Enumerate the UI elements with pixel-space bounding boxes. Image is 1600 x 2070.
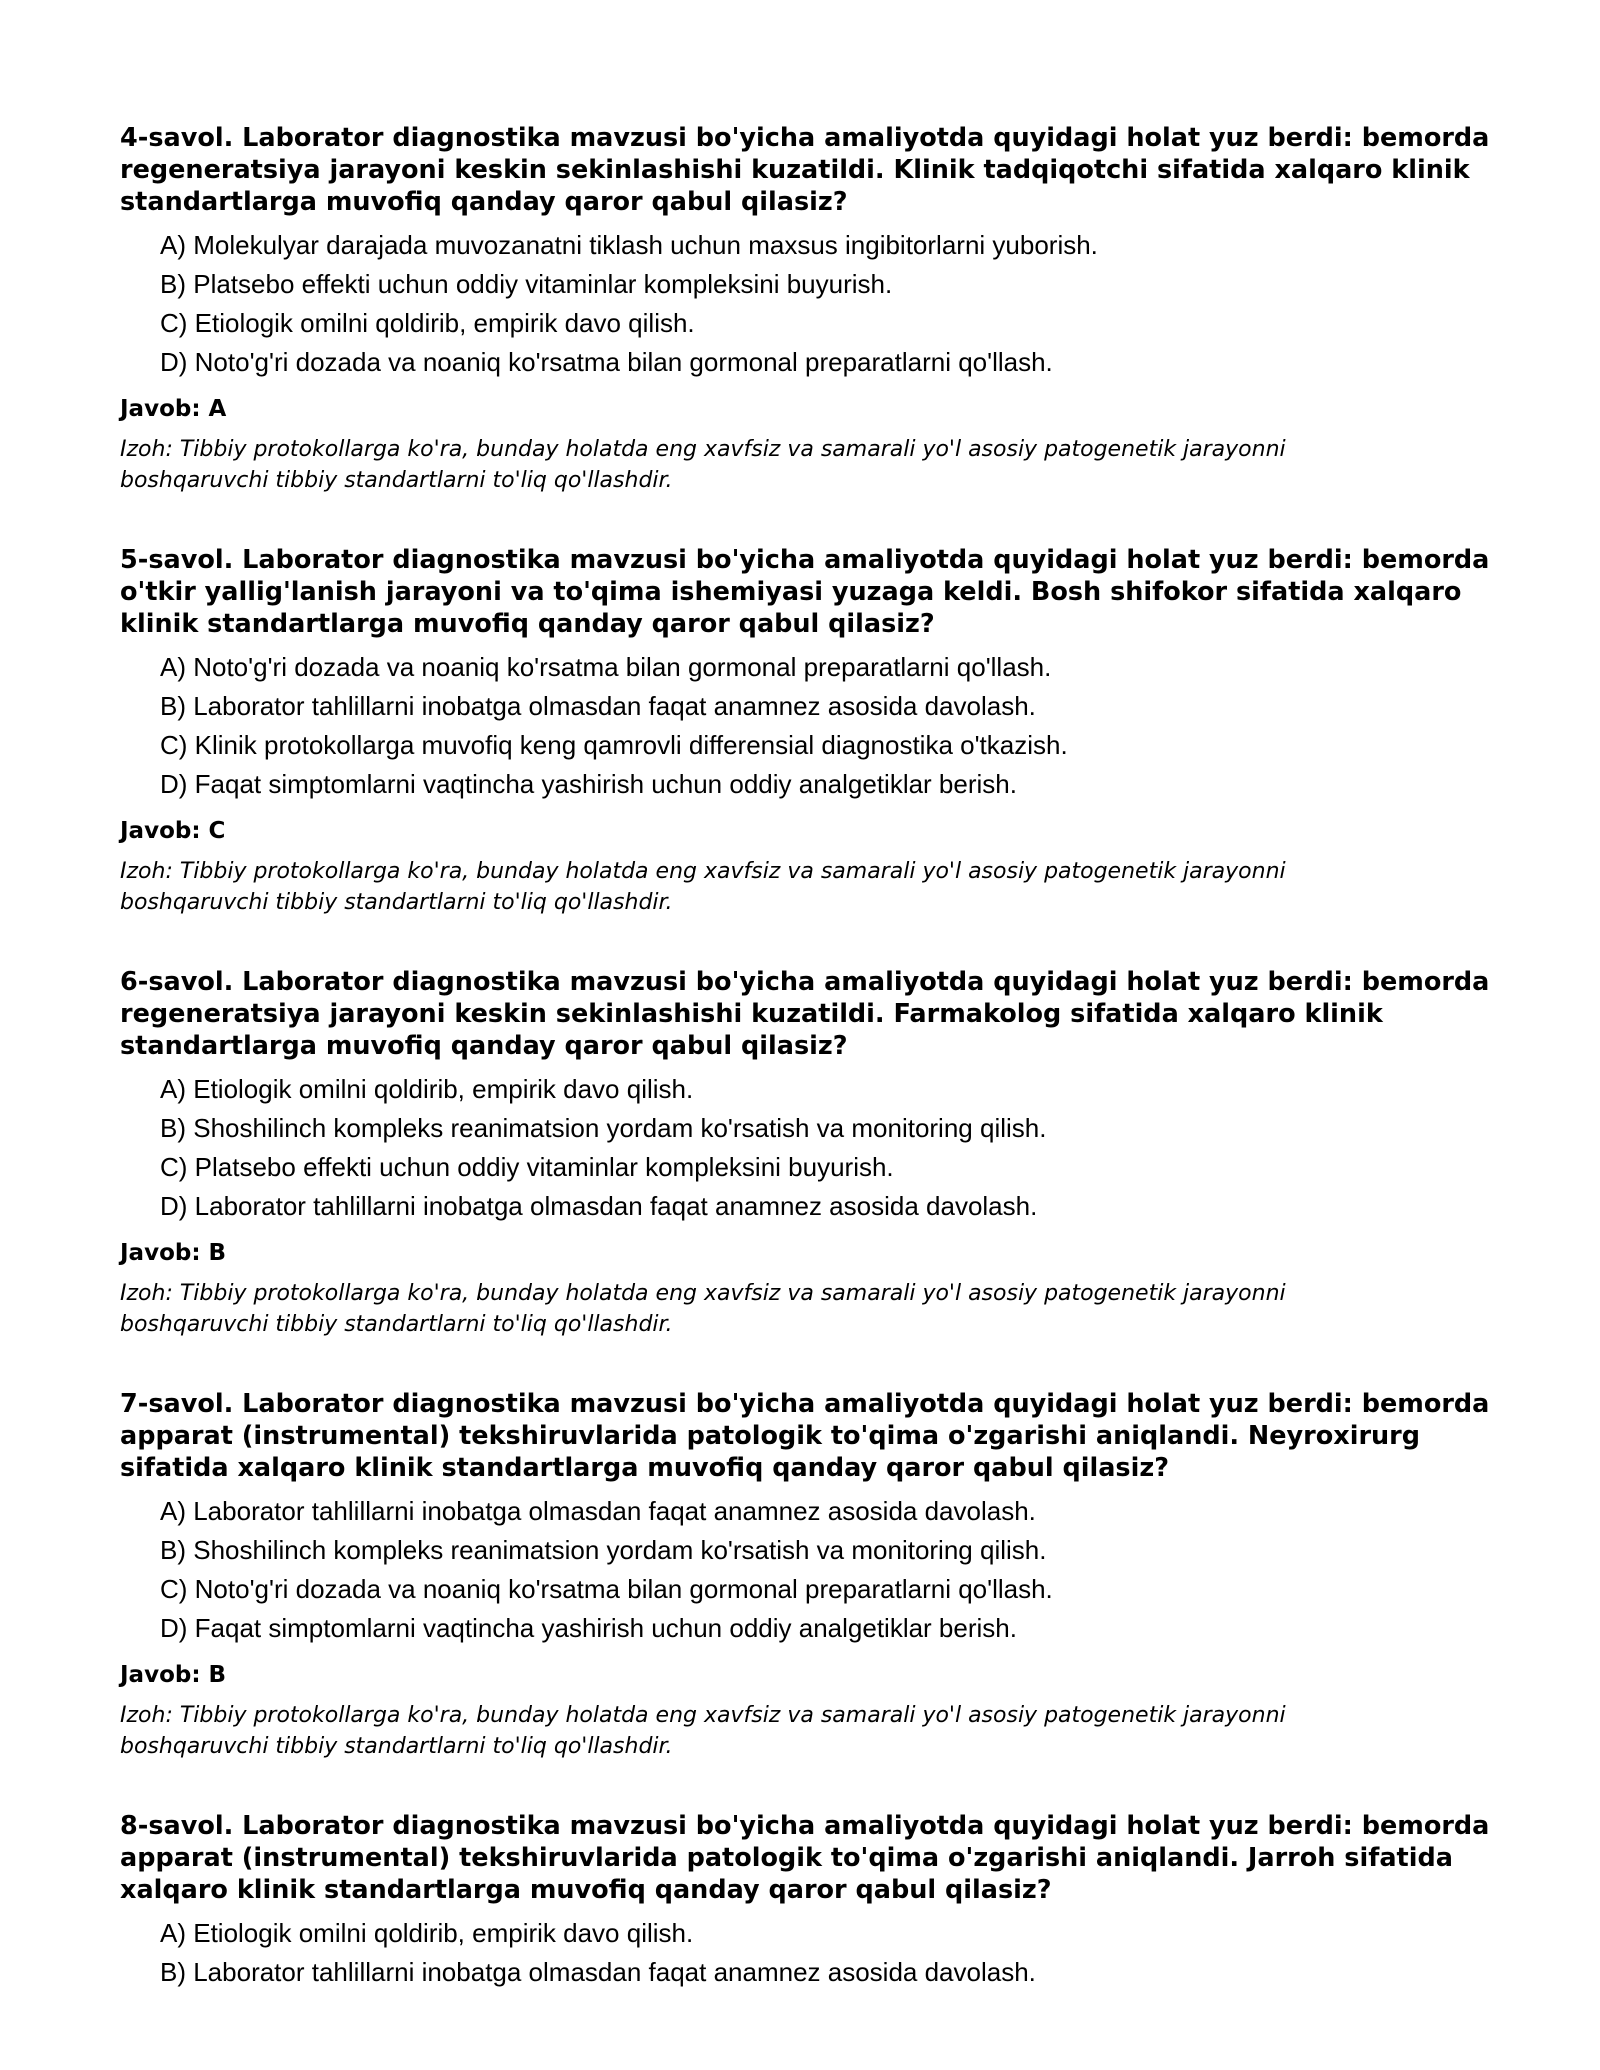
question-title: 7-savol. Laborator diagnostika mavzusi bo'yicha amaliyotda quyidagi holat yuz berdi: bemorda apparat (instrumental) tekshiruvlarida patologik to'qima o'zgarishi aniqlandi. Neyroxirurg sifatida xalqaro klinik standartlarga muvofiq qanday qaror qabul qilasiz? bbox=[120, 1389, 1490, 1483]
question-title: 8-savol. Laborator diagnostika mavzusi bo'yicha amaliyotda quyidagi holat yuz berdi: bemorda apparat (instrumental) tekshiruvlarida patologik to'qima o'zgarishi aniqlandi. Jarroh sifatida xalqaro klinik standartlarga muvofiq qanday qaror qabul qilasiz? bbox=[120, 1811, 1490, 1905]
options-list bbox=[120, 1070, 1490, 1226]
options-list bbox=[120, 648, 1490, 804]
explanation-note: Izoh: Tibbiy protokollarga ko'ra, bunday holatda eng xavfsiz va samarali yo'l asosiy patogenetik jarayonni boshqaruvchi tibbiy standartlarni to'liq qo'llashdir. bbox=[120, 1703, 1286, 1759]
option-a: A) Molekulyar darajada muvozanatni tiklash uchun maxsus ingibitorlarni yuborish. bbox=[160, 230, 1098, 260]
option-b: B) Shoshilinch kompleks reanimatsion yordam ko'rsatish va monitoring qilish. bbox=[160, 1535, 1047, 1565]
option-d: D) Noto'g'ri dozada va noaniq ko'rsatma bilan gormonal preparatlarni qo'llash. bbox=[160, 347, 1053, 377]
question-block bbox=[120, 1810, 1490, 1992]
option-c: C) Noto'g'ri dozada va noaniq ko'rsatma bilan gormonal preparatlarni qo'llash. bbox=[160, 1574, 1053, 1604]
option-b: B) Laborator tahlillarni inobatga olmasdan faqat anamnez asosida davolash. bbox=[160, 691, 1036, 721]
answer-label: Javob: C bbox=[120, 818, 226, 844]
question-block bbox=[120, 122, 1490, 496]
answer-label: Javob: A bbox=[120, 396, 227, 422]
question-block bbox=[120, 544, 1490, 918]
options-list bbox=[120, 1914, 1490, 1992]
options-list bbox=[120, 1492, 1490, 1648]
options-list bbox=[120, 226, 1490, 382]
option-c: C) Etiologik omilni qoldirib, empirik davo qilish. bbox=[160, 308, 695, 338]
option-a: A) Etiologik omilni qoldirib, empirik davo qilish. bbox=[160, 1918, 694, 1948]
option-d: D) Laborator tahlillarni inobatga olmasdan faqat anamnez asosida davolash. bbox=[160, 1191, 1038, 1221]
explanation-note: Izoh: Tibbiy protokollarga ko'ra, bunday holatda eng xavfsiz va samarali yo'l asosiy patogenetik jarayonni boshqaruvchi tibbiy standartlarni to'liq qo'llashdir. bbox=[120, 437, 1286, 493]
question-title: 6-savol. Laborator diagnostika mavzusi bo'yicha amaliyotda quyidagi holat yuz berdi: bemorda regeneratsiya jarayoni keskin sekinlashishi kuzatildi. Farmakolog sifatida xalqaro klinik standartlarga muvofiq qanday qaror qabul qilasiz? bbox=[120, 967, 1490, 1061]
option-c: C) Platsebo effekti uchun oddiy vitaminlar kompleksini buyurish. bbox=[160, 1152, 894, 1182]
answer-label: Javob: B bbox=[120, 1662, 227, 1688]
option-d: D) Faqat simptomlarni vaqtincha yashirish uchun oddiy analgetiklar berish. bbox=[160, 1613, 1017, 1643]
option-b: B) Platsebo effekti uchun oddiy vitaminlar kompleksini buyurish. bbox=[160, 269, 893, 299]
option-a: A) Laborator tahlillarni inobatga olmasdan faqat anamnez asosida davolash. bbox=[160, 1496, 1036, 1526]
answer-label: Javob: B bbox=[120, 1240, 227, 1266]
option-a: A) Noto'g'ri dozada va noaniq ko'rsatma bilan gormonal preparatlarni qo'llash. bbox=[160, 652, 1052, 682]
question-title: 4-savol. Laborator diagnostika mavzusi bo'yicha amaliyotda quyidagi holat yuz berdi: bemorda regeneratsiya jarayoni keskin sekinlashishi kuzatildi. Klinik tadqiqotchi sifatida xalqaro klinik standartlarga muvofiq qanday qaror qabul qilasiz? bbox=[120, 123, 1490, 217]
question-title: 5-savol. Laborator diagnostika mavzusi bo'yicha amaliyotda quyidagi holat yuz berdi: bemorda o'tkir yallig'lanish jarayoni va to'qima ishemiyasi yuzaga keldi. Bosh shifokor sifatida xalqaro klinik standartlarga muvofiq qanday qaror qabul qilasiz? bbox=[120, 545, 1490, 639]
question-block bbox=[120, 1388, 1490, 1762]
option-c: C) Klinik protokollarga muvofiq keng qamrovli differensial diagnostika o'tkazish. bbox=[160, 730, 1068, 760]
option-b: B) Shoshilinch kompleks reanimatsion yordam ko'rsatish va monitoring qilish. bbox=[160, 1113, 1047, 1143]
option-d: D) Faqat simptomlarni vaqtincha yashirish uchun oddiy analgetiklar berish. bbox=[160, 769, 1017, 799]
explanation-note: Izoh: Tibbiy protokollarga ko'ra, bunday holatda eng xavfsiz va samarali yo'l asosiy patogenetik jarayonni boshqaruvchi tibbiy standartlarni to'liq qo'llashdir. bbox=[120, 1281, 1286, 1337]
option-b: B) Laborator tahlillarni inobatga olmasdan faqat anamnez asosida davolash. bbox=[160, 1957, 1036, 1987]
option-a: A) Etiologik omilni qoldirib, empirik davo qilish. bbox=[160, 1074, 694, 1104]
explanation-note: Izoh: Tibbiy protokollarga ko'ra, bunday holatda eng xavfsiz va samarali yo'l asosiy patogenetik jarayonni boshqaruvchi tibbiy standartlarni to'liq qo'llashdir. bbox=[120, 859, 1286, 915]
question-block bbox=[120, 966, 1490, 1340]
document-page bbox=[120, 122, 1490, 2040]
